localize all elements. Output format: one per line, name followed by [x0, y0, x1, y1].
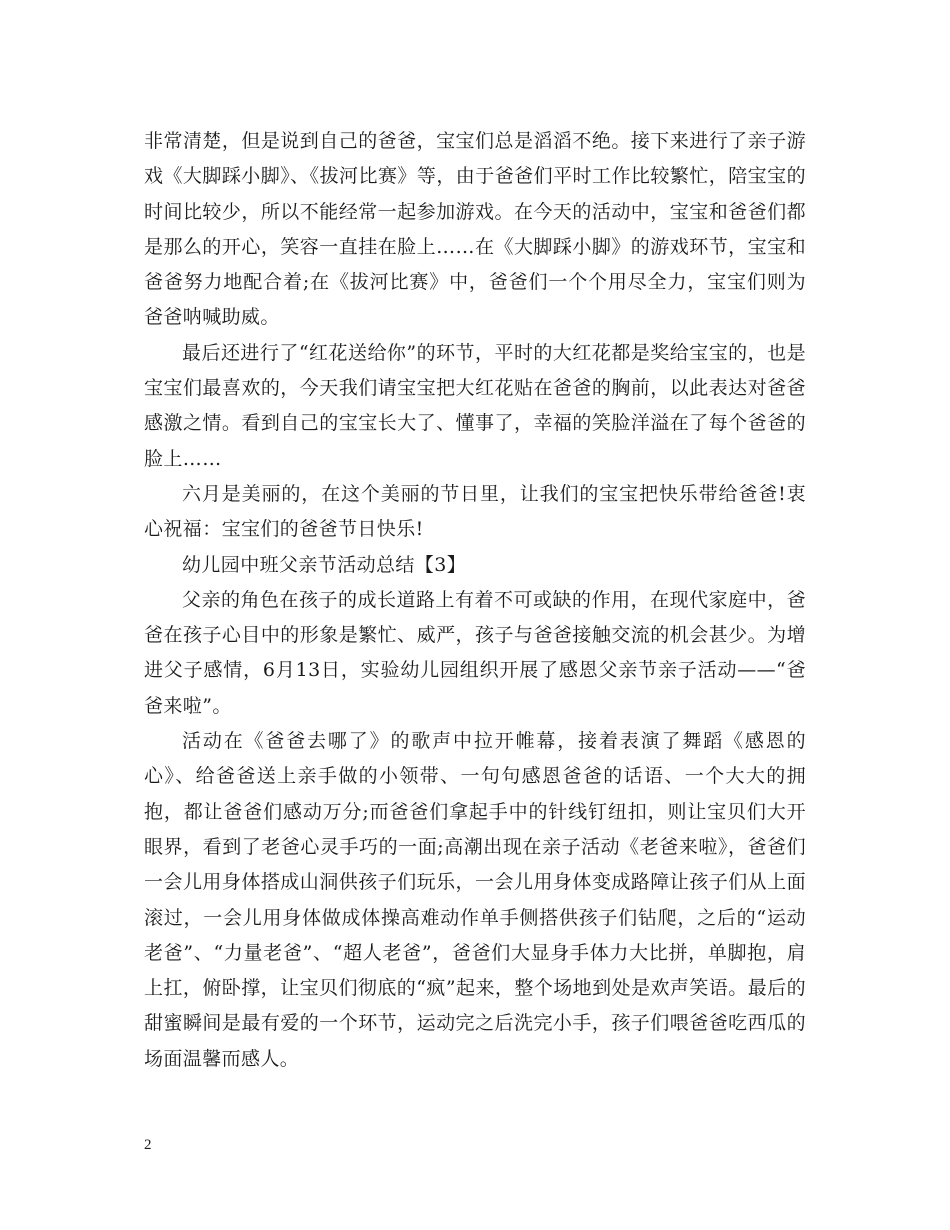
section-heading: 幼儿园中班父亲节活动总结【3】	[182, 553, 467, 576]
paragraph-3: 六月是美丽的，在这个美丽的节日里，让我们的宝宝把快乐带给爸爸!衷心祝福：宝宝们的爸爸节日快乐!	[144, 482, 806, 541]
page-number: 2	[144, 1137, 152, 1153]
paragraph-2: 最后还进行了“红花送给你”的环节，平时的大红花都是奖给宝宝的，也是宝宝们最喜欢的，今天我们请宝宝把大红花贴在爸爸的胸前，以此表达对爸爸感激之情。看到自己的宝宝长大了、懂事了，幸福的笑脸洋溢在了每个爸爸的脸上……	[144, 341, 806, 470]
paragraph-5: 父亲的角色在孩子的成长道路上有着不可或缺的作用，在现代家庭中，爸爸在孩子心目中的形象是繁忙、威严，孩子与爸爸接触交流的机会甚少。为增进父子感情，6月13日，实验幼儿园组织开展了感恩父亲节亲子活动——“爸爸来啦”。	[144, 588, 806, 717]
paragraph-6: 活动在《爸爸去哪了》的歌声中拉开帷幕，接着表演了舞蹈《感恩的心》、给爸爸送上亲手做的小领带、一句句感恩爸爸的话语、一个大大的拥抱，都让爸爸们感动万分;而爸爸们拿起手中的针线钉纽扣，则让宝贝们大开眼界，看到了老爸心灵手巧的一面;高潮出现在亲子活动《老爸来啦》，爸爸们一会儿用身体搭成山洞供孩子们玩乐，一会儿用身体变成路障让孩子们从上面滚过，一会儿用身体做成体操高难动作单手侧搭供孩子们钻爬，之后的“运动老爸”、“力量老爸”、“超人老爸”，爸爸们大显身手体力大比拼，单脚抱，肩上扛，俯卧撑，让宝贝们彻底的“疯”起来，整个场地到处是欢声笑语。最后的甜蜜瞬间是最有爱的一个环节，运动完之后洗完小手，孩子们喂爸爸吃西瓜的场面温馨而感人。	[144, 730, 806, 1070]
paragraph-1: 非常清楚，但是说到自己的爸爸，宝宝们总是滔滔不绝。接下来进行了亲子游戏《大脚踩小脚》、《拔河比赛》等，由于爸爸们平时工作比较繁忙，陪宝宝的时间比较少，所以不能经常一起参加游戏。在今天的活动中，宝宝和爸爸们都是那么的开心，笑容一直挂在脸上……在《大脚踩小脚》的游戏环节，宝宝和爸爸努力地配合着;在《拔河比赛》中，爸爸们一个个用尽全力，宝宝们则为爸爸呐喊助威。	[144, 130, 806, 329]
document-body	[144, 124, 806, 1077]
